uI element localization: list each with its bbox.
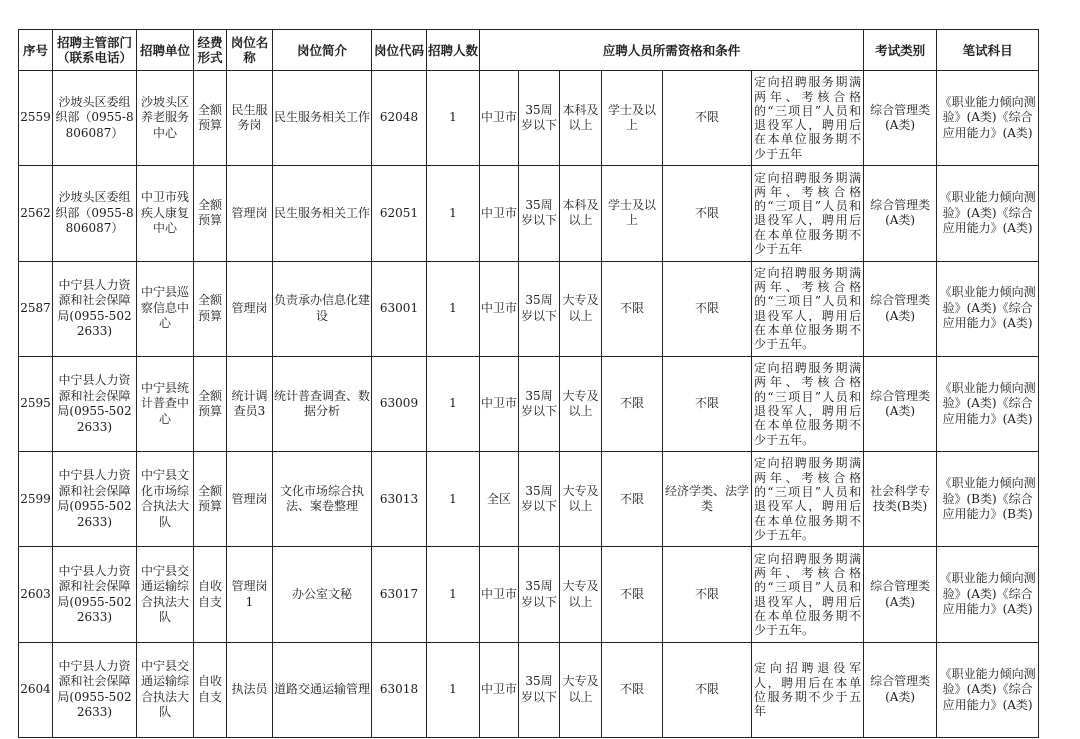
- cell-dept: 沙坡头区委组织部（0955-8806087）: [53, 166, 137, 261]
- table-body: [19, 71, 1039, 738]
- cell-post-code: 63017: [372, 547, 427, 642]
- recruitment-table: [18, 29, 1039, 738]
- cell-count: 1: [427, 547, 480, 642]
- cell-edu: 大专及以上: [560, 261, 602, 356]
- cell-post-desc: 文化市场综合执法、案卷整理: [273, 452, 372, 547]
- cell-edu: 大专及以上: [560, 356, 602, 451]
- cell-region: 全区: [480, 452, 519, 547]
- cell-post-desc: 民生服务相关工作: [273, 166, 372, 261]
- cell-unit: 中宁县巡察信息中心: [137, 261, 194, 356]
- cell-seq: 2559: [19, 71, 53, 166]
- cell-major: 不限: [663, 547, 752, 642]
- cell-unit: 中卫市残疾人康复中心: [137, 166, 194, 261]
- cell-edu: 本科及以上: [560, 166, 602, 261]
- cell-exam-type: 综合管理类(A类): [864, 356, 937, 451]
- cell-age: 35周岁以下: [519, 547, 560, 642]
- cell-degree: 不限: [602, 642, 663, 737]
- cell-other-conditions: 定向招聘服务期满两年、考核合格的“三项目”人员和退役军人，聘用后在本单位服务期不少于五年。: [752, 547, 864, 642]
- cell-major: 不限: [663, 642, 752, 737]
- cell-other-conditions: 定向招聘服务期满两年、考核合格的“三项目”人员和退役军人，聘用后在本单位服务期不少于五年: [752, 166, 864, 261]
- cell-fund: 自收自支: [194, 547, 227, 642]
- cell-unit: 中宁县统计普查中心: [137, 356, 194, 451]
- table-row: [19, 642, 1039, 737]
- header-post-code: 岗位代码: [372, 30, 427, 71]
- cell-dept: 中宁县人力资源和社会保障局(0955-5022633): [53, 356, 137, 451]
- cell-degree: 不限: [602, 452, 663, 547]
- cell-region: 中卫市: [480, 642, 519, 737]
- table-row: [19, 261, 1039, 356]
- cell-seq: 2603: [19, 547, 53, 642]
- cell-subjects: 《职业能力倾向测验》(A类)《综合应用能力》(A类): [937, 642, 1039, 737]
- table-row: [19, 356, 1039, 451]
- cell-edu: 本科及以上: [560, 71, 602, 166]
- header-count: 招聘人数: [427, 30, 480, 71]
- cell-post-code: 63009: [372, 356, 427, 451]
- cell-post-name: 统计调查员3: [227, 356, 273, 451]
- cell-region: 中卫市: [480, 166, 519, 261]
- cell-post-name: 管理岗: [227, 261, 273, 356]
- cell-subjects: 《职业能力倾向测验》(A类)《综合应用能力》(A类): [937, 71, 1039, 166]
- cell-major: 不限: [663, 71, 752, 166]
- cell-seq: 2562: [19, 166, 53, 261]
- cell-post-desc: 负责承办信息化建设: [273, 261, 372, 356]
- cell-subjects: 《职业能力倾向测验》(B类)《综合应用能力》(B类): [937, 452, 1039, 547]
- cell-unit: 中宁县交通运输综合执法大队: [137, 547, 194, 642]
- cell-dept: 中宁县人力资源和社会保障局(0955-5022633): [53, 642, 137, 737]
- cell-count: 1: [427, 452, 480, 547]
- cell-subjects: 《职业能力倾向测验》(A类)《综合应用能力》(A类): [937, 261, 1039, 356]
- cell-other-conditions: 定向招聘服务期满两年、考核合格的“三项目”人员和退役军人，聘用后在本单位服务期不少于五年。: [752, 452, 864, 547]
- cell-count: 1: [427, 261, 480, 356]
- cell-other-conditions: 定向招聘服务期满两年、考核合格的“三项目”人员和退役军人，聘用后在本单位服务期不少于五年。: [752, 261, 864, 356]
- cell-other-conditions: 定向招聘服务期满两年、考核合格的“三项目”人员和退役军人，聘用后在本单位服务期不少于五年: [752, 71, 864, 166]
- cell-age: 35周岁以下: [519, 71, 560, 166]
- cell-post-desc: 统计普查调查、数据分析: [273, 356, 372, 451]
- cell-degree: 不限: [602, 356, 663, 451]
- table-row: [19, 166, 1039, 261]
- cell-post-name: 管理岗: [227, 166, 273, 261]
- cell-subjects: 《职业能力倾向测验》(A类)《综合应用能力》(A类): [937, 547, 1039, 642]
- cell-post-name: 管理岗1: [227, 547, 273, 642]
- cell-region: 中卫市: [480, 356, 519, 451]
- cell-exam-type: 综合管理类(A类): [864, 642, 937, 737]
- cell-seq: 2595: [19, 356, 53, 451]
- cell-post-desc: 道路交通运输管理: [273, 642, 372, 737]
- cell-seq: 2604: [19, 642, 53, 737]
- cell-post-desc: 办公室文秘: [273, 547, 372, 642]
- table-row: [19, 71, 1039, 166]
- cell-degree: 学士及以上: [602, 71, 663, 166]
- cell-fund: 全额预算: [194, 166, 227, 261]
- cell-unit: 中宁县文化市场综合执法大队: [137, 452, 194, 547]
- cell-dept: 沙坡头区委组织部（0955-8806087）: [53, 71, 137, 166]
- cell-unit: 中宁县交通运输综合执法大队: [137, 642, 194, 737]
- cell-exam-type: 综合管理类(A类): [864, 547, 937, 642]
- cell-seq: 2599: [19, 452, 53, 547]
- cell-count: 1: [427, 166, 480, 261]
- cell-exam-type: 综合管理类(A类): [864, 166, 937, 261]
- cell-major: 不限: [663, 261, 752, 356]
- cell-post-name: 执法员: [227, 642, 273, 737]
- cell-subjects: 《职业能力倾向测验》(A类)《综合应用能力》(A类): [937, 356, 1039, 451]
- cell-post-code: 63013: [372, 452, 427, 547]
- cell-fund: 全额预算: [194, 356, 227, 451]
- cell-post-code: 62051: [372, 166, 427, 261]
- cell-age: 35周岁以下: [519, 166, 560, 261]
- cell-age: 35周岁以下: [519, 356, 560, 451]
- cell-age: 35周岁以下: [519, 261, 560, 356]
- cell-other-conditions: 定向招聘退役军人，聘用后在本单位服务期不少于五年: [752, 642, 864, 737]
- cell-dept: 中宁县人力资源和社会保障局(0955-5022633): [53, 547, 137, 642]
- cell-subjects: 《职业能力倾向测验》(A类)《综合应用能力》(A类): [937, 166, 1039, 261]
- header-seq: 序号: [19, 30, 53, 71]
- cell-major: 经济学类、法学类: [663, 452, 752, 547]
- cell-dept: 中宁县人力资源和社会保障局(0955-5022633): [53, 452, 137, 547]
- header-row: [19, 30, 1039, 71]
- header-dept: 招聘主管部门（联系电话）: [53, 30, 137, 71]
- cell-exam-type: 社会科学专技类(B类): [864, 452, 937, 547]
- cell-count: 1: [427, 642, 480, 737]
- header-requirements: 应聘人员所需资格和条件: [480, 30, 864, 71]
- cell-seq: 2587: [19, 261, 53, 356]
- cell-post-code: 63018: [372, 642, 427, 737]
- cell-edu: 大专及以上: [560, 642, 602, 737]
- header-post-desc: 岗位简介: [273, 30, 372, 71]
- cell-post-code: 63001: [372, 261, 427, 356]
- table-row: [19, 452, 1039, 547]
- header-post-name: 岗位名称: [227, 30, 273, 71]
- header-fund: 经费形式: [194, 30, 227, 71]
- cell-major: 不限: [663, 166, 752, 261]
- cell-age: 35周岁以下: [519, 452, 560, 547]
- cell-post-name: 民生服务岗: [227, 71, 273, 166]
- cell-other-conditions: 定向招聘服务期满两年、考核合格的“三项目”人员和退役军人，聘用后在本单位服务期不少于五年。: [752, 356, 864, 451]
- cell-fund: 自收自支: [194, 642, 227, 737]
- cell-fund: 全额预算: [194, 261, 227, 356]
- cell-age: 35周岁以下: [519, 642, 560, 737]
- cell-exam-type: 综合管理类(A类): [864, 71, 937, 166]
- cell-region: 中卫市: [480, 261, 519, 356]
- header-exam-type: 考试类别: [864, 30, 937, 71]
- cell-region: 中卫市: [480, 71, 519, 166]
- table-row: [19, 547, 1039, 642]
- cell-degree: 不限: [602, 261, 663, 356]
- cell-post-code: 62048: [372, 71, 427, 166]
- cell-exam-type: 综合管理类(A类): [864, 261, 937, 356]
- cell-edu: 大专及以上: [560, 452, 602, 547]
- header-subjects: 笔试科目: [937, 30, 1039, 71]
- header-unit: 招聘单位: [137, 30, 194, 71]
- cell-unit: 沙坡头区养老服务中心: [137, 71, 194, 166]
- cell-count: 1: [427, 356, 480, 451]
- cell-edu: 大专及以上: [560, 547, 602, 642]
- cell-degree: 学士及以上: [602, 166, 663, 261]
- cell-post-name: 管理岗: [227, 452, 273, 547]
- cell-region: 中卫市: [480, 547, 519, 642]
- cell-major: 不限: [663, 356, 752, 451]
- cell-post-desc: 民生服务相关工作: [273, 71, 372, 166]
- cell-degree: 不限: [602, 547, 663, 642]
- cell-dept: 中宁县人力资源和社会保障局(0955-5022633): [53, 261, 137, 356]
- cell-fund: 全额预算: [194, 452, 227, 547]
- cell-fund: 全额预算: [194, 71, 227, 166]
- cell-count: 1: [427, 71, 480, 166]
